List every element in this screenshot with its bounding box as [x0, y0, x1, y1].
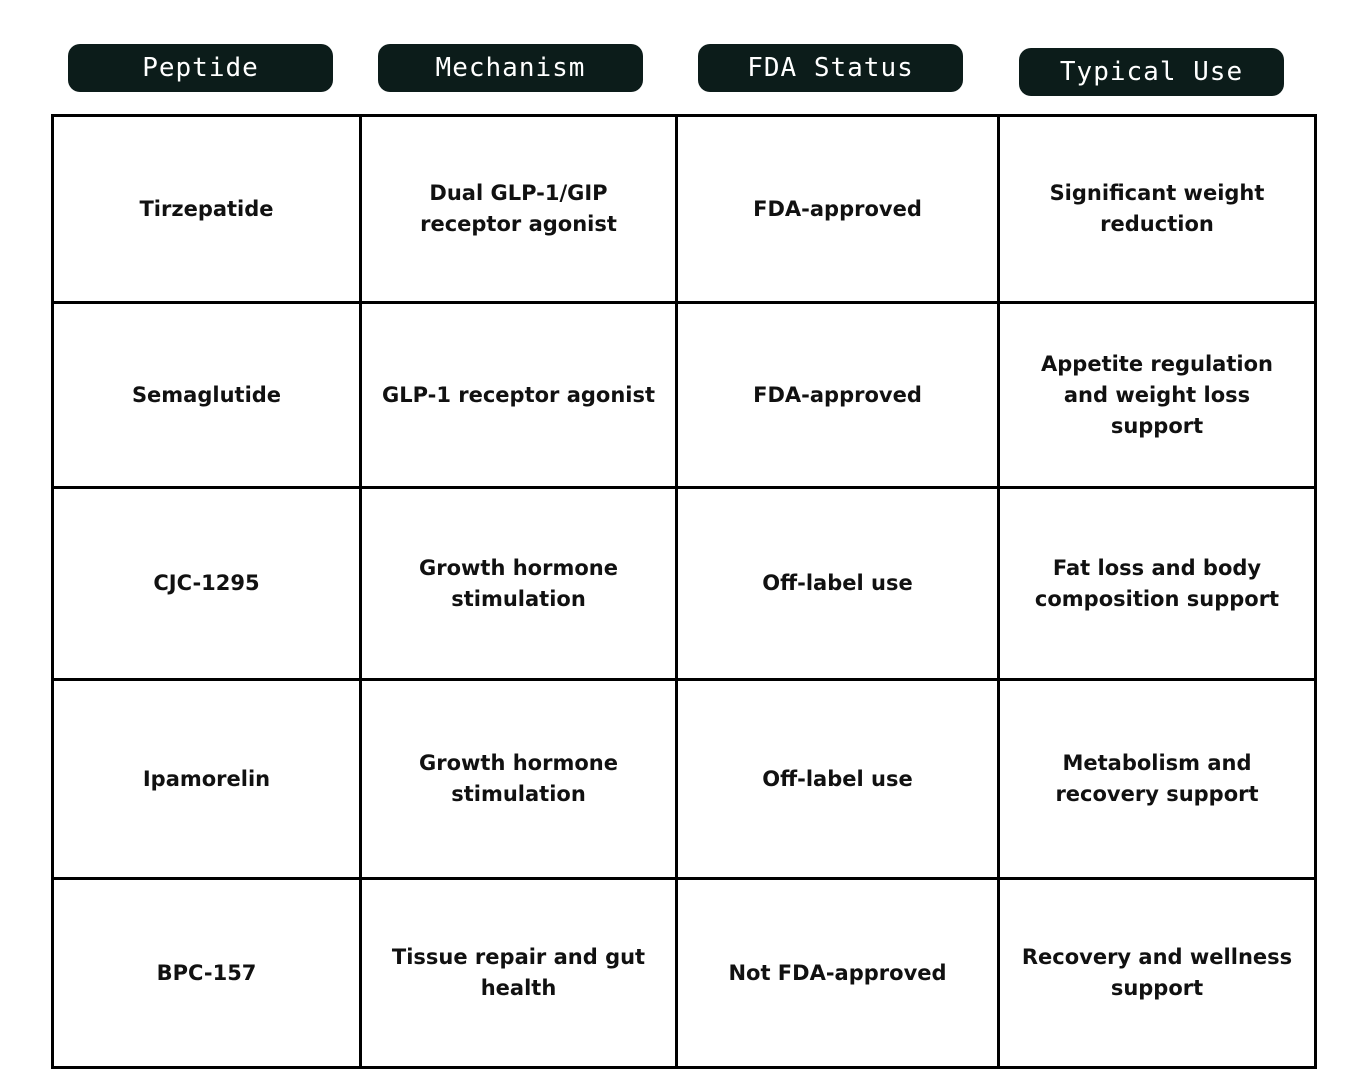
cell-peptide: BPC-157: [53, 879, 361, 1068]
column-header-fda-status: FDA Status: [698, 44, 963, 92]
cell-fda-status: Off-label use: [677, 488, 999, 680]
cell-fda-status: Off-label use: [677, 680, 999, 879]
cell-typical-use: Recovery and wellness support: [999, 879, 1316, 1068]
cell-fda-status: FDA-approved: [677, 303, 999, 488]
cell-peptide: CJC-1295: [53, 488, 361, 680]
cell-typical-use: Appetite regulation and weight loss support: [999, 303, 1316, 488]
cell-fda-status: FDA-approved: [677, 116, 999, 303]
cell-typical-use: Fat loss and body composition support: [999, 488, 1316, 680]
cell-typical-use: Significant weight reduction: [999, 116, 1316, 303]
column-header-typical-use: Typical Use: [1019, 48, 1284, 96]
column-header-peptide: Peptide: [68, 44, 333, 92]
table-row: [53, 488, 1316, 680]
cell-peptide: Semaglutide: [53, 303, 361, 488]
table-grid: [51, 114, 1317, 1069]
cell-peptide: Tirzepatide: [53, 116, 361, 303]
cell-mechanism: Tissue repair and gut health: [361, 879, 677, 1068]
cell-typical-use: Metabolism and recovery support: [999, 680, 1316, 879]
column-header-mechanism: Mechanism: [378, 44, 643, 92]
peptide-comparison-table: [51, 114, 1314, 1066]
cell-mechanism: GLP-1 receptor agonist: [361, 303, 677, 488]
table-row: [53, 116, 1316, 303]
cell-mechanism: Dual GLP-1/GIP receptor agonist: [361, 116, 677, 303]
cell-mechanism: Growth hormone stimulation: [361, 680, 677, 879]
cell-fda-status: Not FDA-approved: [677, 879, 999, 1068]
table-row: [53, 303, 1316, 488]
table-row: [53, 879, 1316, 1068]
cell-mechanism: Growth hormone stimulation: [361, 488, 677, 680]
cell-peptide: Ipamorelin: [53, 680, 361, 879]
table-row: [53, 680, 1316, 879]
